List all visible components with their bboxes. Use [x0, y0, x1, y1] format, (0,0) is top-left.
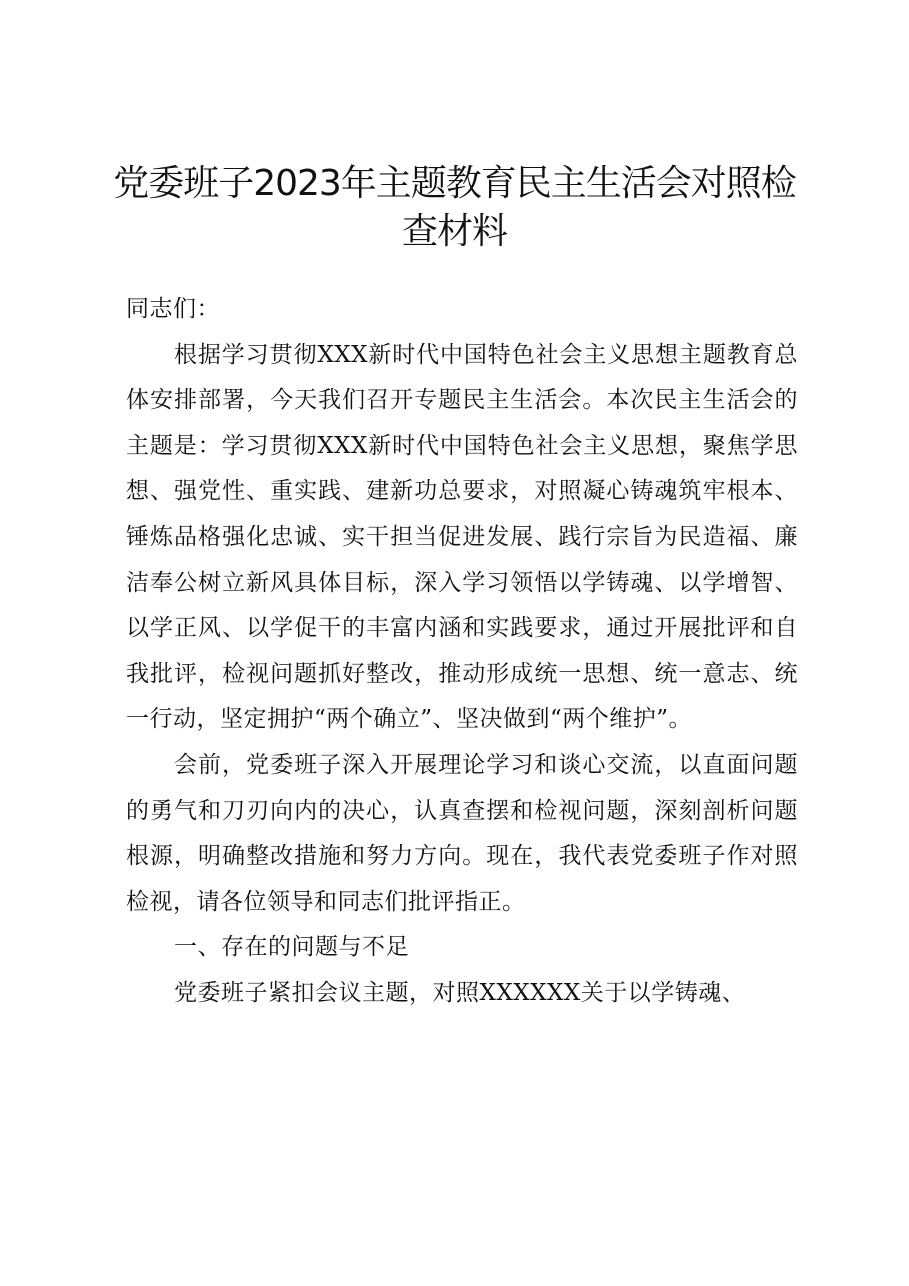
- document-body: [126, 287, 798, 1017]
- salutation: 同志们：: [126, 296, 220, 322]
- section-heading: 一、存在的问题与不足: [174, 934, 409, 961]
- paragraph-section-start: 党委班子紧扣会议主题，对照XXXXXX关于以学铸魂、: [174, 979, 746, 1006]
- paragraph-preparation: 会前，党委班子深入开展理论学习和谈心交流，以直面问题的勇气和刀刃向内的决心，认真查摆和检视问题，深刻剖析问题根源，明确整改措施和努力方向。现在，我代表党委班子作对照检视，请各位领导和同志们批评指正。: [126, 751, 798, 915]
- paragraph-intro: 根据学习贯彻XXX新时代中国特色社会主义思想主题教育总体安排部署，今天我们召开专题民主生活会。本次民主生活会的主题是：学习贯彻XXX新时代中国特色社会主义思想，聚焦学思想、强党性、重实践、建新功总要求，对照凝心铸魂筑牢根本、锤炼品格强化忠诚、实干担当促进发展、践行宗旨为民造福、廉洁奉公树立新风具体目标，深入学习领悟以学铸魂、以学增智、以学正风、以学促干的丰富内涵和实践要求，通过开展批评和自我批评，检视问题抓好整改，推动形成统一思想、统一意志、统一行动，坚定拥护“两个确立”、坚决做到“两个维护”。: [126, 341, 798, 733]
- document-title: 党委班子2023年主题教育民主生活会对照检查材料: [113, 163, 796, 252]
